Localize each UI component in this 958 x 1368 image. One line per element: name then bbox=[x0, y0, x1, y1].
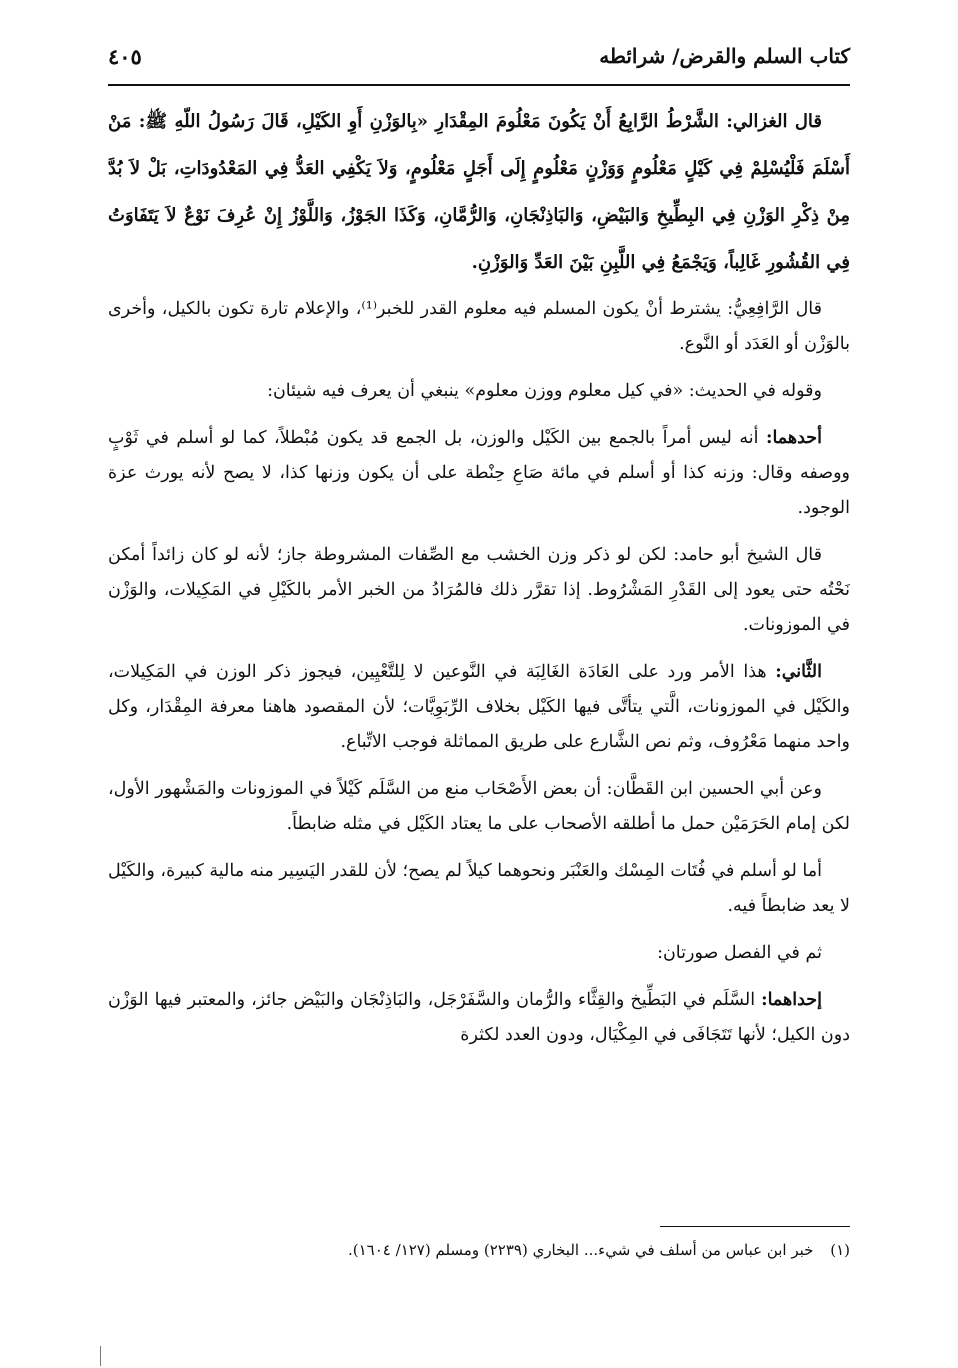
paragraph-second-point bbox=[108, 655, 850, 760]
footnote-text: خبر ابن عباس من أسلف في شيء... البخاري (٢٢٣٩) ومسلم (١٢٧/ ١٦٠٤). bbox=[348, 1241, 814, 1259]
paragraph-ibn-qattan bbox=[108, 772, 850, 842]
paragraph-text: ثم في الفصل صورتان: bbox=[657, 943, 822, 963]
paragraph-abu-hamid bbox=[108, 538, 850, 643]
running-title: كتاب السلم والقرض/ شرائطه bbox=[599, 44, 850, 68]
page-header bbox=[108, 36, 850, 76]
paragraph-lead: إحداهما: bbox=[761, 990, 822, 1010]
paragraph-two-cases bbox=[108, 936, 850, 971]
paragraph-text: هذا الأمر ورد على العَادَة الغَالِبَة في النَّوعين لا لِلتَّعْيِين، فيجوز ذكر الوزن في المَكِيلات، والكَيْل في الموزونات، الَّتي يتأتَّى فيها الكَيْل بخلاف الرِّبَوِيَّات؛ لأن المقصود هاهنا معرفة المِقْدَار، وكل واحد منهما مَعْرُوف، وثم نص الشَّارع على طريق المماثلة فوجب الاتِّباع. bbox=[108, 662, 850, 752]
paragraph-text: قال الرَّافِعِيُّ: يشترط أنْ يكون المسلم فيه معلوم القدر للخبر⁽¹⁾، والإعلام تارة تكون بالكيل، وأخرى بالوَزْن أو العَدَد أو النَّوع. bbox=[108, 299, 850, 354]
paragraph-hadith bbox=[108, 374, 850, 409]
paragraph-rafii bbox=[108, 292, 850, 362]
paragraph-first-point bbox=[108, 421, 850, 526]
paragraph-text: وعن أبي الحسين ابن القَطَّان: أن بعض الأَصْحَاب منع من السَّلَم كَيْلاً في الموزونات والمَشْهور الأول، لكن إمام الحَرَمَيْن حمل ما أطلقه الأصحاب على ما يعتاد الكَيْل في مثله ضابطاً. bbox=[108, 779, 850, 834]
paragraph-ghazali bbox=[108, 98, 850, 286]
paragraph-lead: أحدهما: bbox=[765, 428, 822, 448]
paragraph-text: وقوله في الحديث: «في كيل معلوم ووزن معلوم» ينبغي أن يعرف فيه شيئان: bbox=[267, 381, 822, 401]
paragraph-musk bbox=[108, 854, 850, 924]
page-number: ٤٠٥ bbox=[108, 43, 142, 69]
footnote-marker: (١) bbox=[830, 1241, 850, 1259]
footnote-divider bbox=[660, 1226, 850, 1227]
main-text bbox=[108, 98, 850, 1065]
paragraph-first-case bbox=[108, 983, 850, 1053]
scan-margin-mark bbox=[100, 1346, 101, 1366]
header-divider bbox=[108, 84, 850, 86]
paragraph-text: قال الشيخ أبو حامد: لكن لو ذكر وزن الخشب مع الصِّفات المشروطة جاز؛ لأنه لو كان زائداً أمكن نَحْتُه حتى يعود إلى القَدْرِ المَشْرُوط. إذا تقرَّر ذلك فالمُرَادُ من الخبر الأمر بالكَيْلِ في المَكِيلات، والوَزْن في الموزونات. bbox=[108, 545, 850, 635]
paragraph-lead: الثَّاني: bbox=[775, 662, 822, 682]
paragraph-text: السَّلَم في البَطِّيخ والقِثَّاء والرُّمان والسَّفَرْجَل، والبَاذِنْجَان والبَيْض جائز، والمعتبر فيها الوَزْن دون الكيل؛ لأنها تَتَجَافَى في المِكْيَال، ودون العدد لكثرة bbox=[108, 990, 850, 1045]
paragraph-text: أما لو أسلم في فُتَات المِسْك والعَنْبَر ونحوهما كيلاً لم يصح؛ لأن للقدر اليَسِير منه مالية كبيرة، والكَيْل لا يعد ضابطاً فيه. bbox=[108, 861, 850, 916]
footnote bbox=[108, 1236, 850, 1264]
paragraph-text: قال الغزالي: الشَّرْطُ الرَّابِعُ أَنْ يَكُونَ مَعْلُومَ المِقْدَارِ «بِالوَزْنِ أَوِ الكَيْلِ، قَالَ رَسُولُ اللّهِ ﷺ: مَنْ أَسْلَمَ فَلْيُسْلِمْ فِي كَيْلٍ مَعْلُومٍ وَوَزْنٍ مَعْلُومٍ إِلَى أَجَلٍ مَعْلُومٍ، وَلاَ يَكْفِي العَدُّ فِي المَعْدُودَاتِ، بَلْ لاَ بُدَّ مِنْ ذِكْرِ الوَزْنِ فِي البِطِّيخِ وَالبَيْضِ، وَالبَاذِنْجَانِ، وَالرُّمَّانِ، وَكَذَا الجَوْزُ، وَاللَّوْزُ إِنْ عُرِفَ نَوْعٌ لاَ يَتَفَاوَتُ فِي القُشُورِ غَالِباً، وَيَجْمَعُ فِي اللَّبِنِ بَيْنَ العَدِّ وَالوَزْنِ. bbox=[108, 111, 850, 273]
paragraph-text: أنه ليس أمراً بالجمع بين الكَيْل والوزن، بل الجمع قد يكون مُبْطلاً، كما لو أسلم في ثَوْبٍ ووصفه وقال: وزنه كذا أو أسلم في مائة صَاعِ حِنْطة على أن يكون وزنها كذا، لا يصح لأنه يورث عزة الوجود. bbox=[108, 428, 850, 518]
